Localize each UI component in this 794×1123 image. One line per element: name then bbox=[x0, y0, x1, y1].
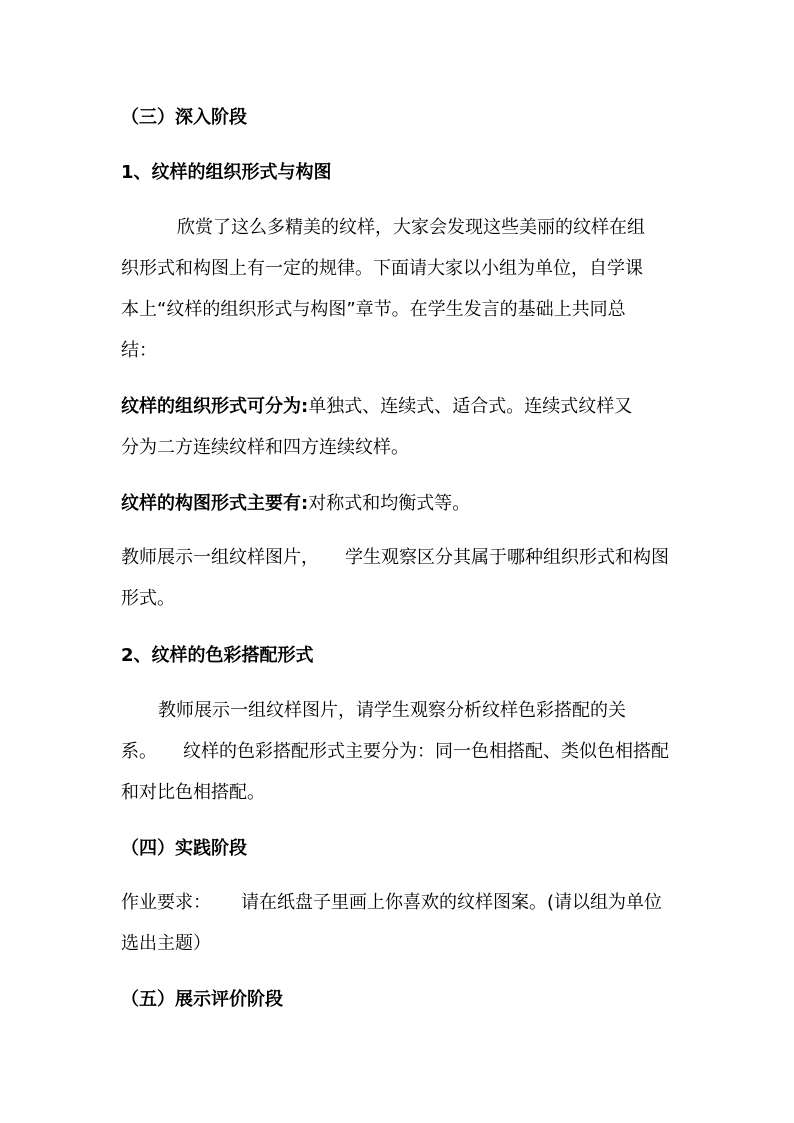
paragraph-2-text-b: 纹样的色彩搭配形式主要分为：同一色相搭配、类似色相搭配 bbox=[183, 741, 669, 762]
composition-forms-label: 纹样的构图形式主要有: bbox=[121, 493, 309, 514]
paragraph-2-line-3: 和对比色相搭配。 bbox=[121, 782, 265, 803]
paragraph-1-line-3: 本上“纹样的组织形式与构图”章节。在学生发言的基础上共同总 bbox=[121, 299, 626, 320]
composition-forms-text: 对称式和均衡式等。 bbox=[308, 493, 471, 514]
organization-forms-line-2: 分为二方连续纹样和四方连续纹样。 bbox=[121, 437, 409, 458]
paragraph-1-line-1: 欣赏了这么多精美的纹样，大家会发现这些美丽的纹样在组 bbox=[177, 217, 645, 238]
teacher-show-text-a: 教师展示一组纹样图片， bbox=[121, 547, 319, 568]
section-3-heading: （三）深入阶段 bbox=[121, 107, 247, 128]
organization-forms-label: 纹样的组织形式可分为: bbox=[121, 396, 309, 417]
paragraph-1-line-4: 结： bbox=[121, 340, 157, 361]
homework-line-1 bbox=[121, 892, 681, 914]
subsection-1-heading: 1、纹样的组织形式与构图 bbox=[121, 162, 332, 183]
teacher-show-text-b: 学生观察区分其属于哪种组织形式和构图 bbox=[345, 547, 669, 568]
paragraph-2-text-a: 系。 bbox=[121, 741, 157, 762]
paragraph-2-line-1: 教师展示一组纹样图片，请学生观察分析纹样色彩搭配的关 bbox=[158, 700, 626, 721]
paragraph-2-line-2 bbox=[121, 741, 681, 763]
organization-forms-text: 单独式、连续式、适合式。连续式纹样又 bbox=[308, 396, 633, 417]
section-4-heading: （四）实践阶段 bbox=[121, 838, 247, 859]
section-5-heading: （五）展示评价阶段 bbox=[121, 989, 283, 1010]
organization-forms-line-1 bbox=[121, 396, 681, 418]
paragraph-1-line-2: 织形式和构图上有一定的规律。下面请大家以小组为单位，自学课 bbox=[121, 258, 643, 279]
homework-label: 作业要求： bbox=[121, 892, 211, 913]
teacher-show-line-2: 形式。 bbox=[121, 588, 175, 609]
subsection-2-heading: 2、纹样的色彩搭配形式 bbox=[121, 645, 314, 666]
teacher-show-line-1 bbox=[121, 547, 681, 569]
homework-line-2: 选出主题） bbox=[121, 933, 211, 954]
composition-forms-line bbox=[121, 493, 681, 515]
homework-text: 请在纸盘子里画上你喜欢的纹样图案。(请以组为单位 bbox=[241, 892, 663, 913]
